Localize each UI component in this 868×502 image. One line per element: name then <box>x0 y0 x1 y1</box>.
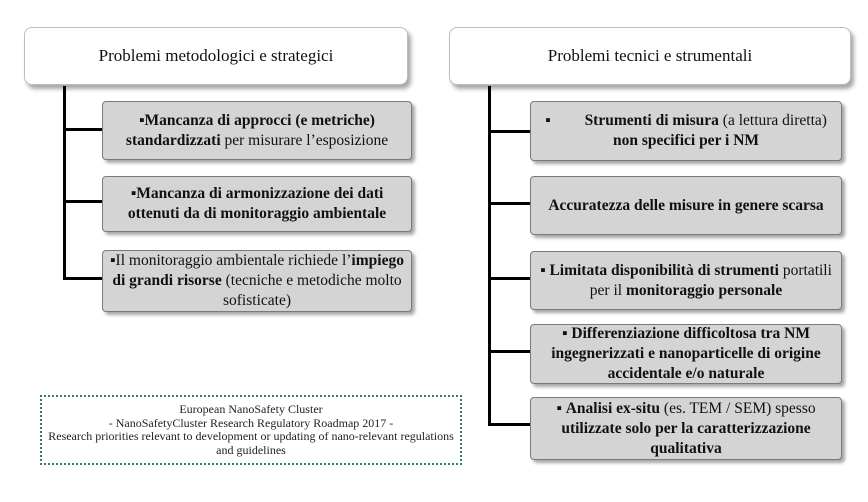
left-connector-1 <box>63 128 103 131</box>
right-item-3-bold-b: monitoraggio personale <box>625 281 783 299</box>
right-connector-vertical <box>488 86 491 424</box>
left-header-title: Problemi metodologici e strategici <box>98 46 334 65</box>
right-header-title: Problemi tecnici e strumentali <box>547 46 753 65</box>
right-item-4 <box>530 324 842 384</box>
left-connector-3 <box>63 277 103 280</box>
right-connector-1 <box>488 130 531 133</box>
left-item-3-bold: impiego di grandi risorse <box>112 252 404 289</box>
left-item-2 <box>102 176 412 232</box>
left-item-3-text-a: Il monitoraggio ambientale richiede l’ <box>115 252 352 269</box>
right-item-2-bold: Accuratezza delle misure in genere scarsa <box>548 196 824 214</box>
left-item-1-text: per misurare l’esposizione <box>220 131 389 149</box>
right-item-4-bold: Differenziazione difficoltosa tra NM ingegnerizzati e nanoparticelle di origine accidentale e/o naturale <box>551 325 821 382</box>
right-item-1-bold-a: Strumenti di misura <box>584 112 719 129</box>
left-item-3 <box>102 250 412 312</box>
right-connector-5 <box>488 423 531 426</box>
right-item-1 <box>530 101 842 161</box>
bullet-marker: ▪ <box>562 325 568 342</box>
source-line-3: Research priorities relevant to development or updating of nano-relevant regulations and guidelines <box>48 429 454 457</box>
right-connector-3 <box>488 277 531 280</box>
right-connector-2 <box>488 202 531 205</box>
right-item-1-bold-b: non specifici per i NM <box>612 132 760 149</box>
left-item-1 <box>102 101 412 160</box>
bullet-marker: ▪ <box>556 399 562 417</box>
right-item-3-text: portatili per il <box>589 261 832 299</box>
left-item-1-bold: Mancanza di approcci (e metriche) standardizzati <box>125 111 375 149</box>
right-item-3-bold-a: Limitata disponibilità di strumenti <box>549 261 779 279</box>
bullet-marker: ▪ <box>540 261 546 279</box>
right-item-5-bold-a: Analisi ex-situ <box>565 399 661 417</box>
right-connector-4 <box>488 350 531 353</box>
bullet-marker: ▪ <box>139 111 145 129</box>
source-citation-box <box>40 395 462 465</box>
right-item-5-bold-b: utilizzate solo per la caratterizzazione qualitativa <box>561 419 811 457</box>
right-item-1-text: (a lettura diretta) <box>718 112 827 129</box>
bullet-marker: ▪ <box>110 252 116 269</box>
bullet-marker: ▪ <box>130 185 137 202</box>
source-line-2: - NanoSafetyCluster Research Regulatory Roadmap 2017 - <box>108 415 394 430</box>
left-connector-vertical <box>63 86 66 279</box>
left-header-box <box>24 27 408 85</box>
bullet-marker: ▪ <box>545 112 551 129</box>
left-connector-2 <box>63 200 103 203</box>
left-item-3-text-b: (tecniche e metodiche molto sofisticate) <box>221 272 402 309</box>
left-item-2-bold: Mancanza di armonizzazione dei dati ottenuti da di monitoraggio ambientale <box>127 185 387 222</box>
right-header-box <box>449 27 851 85</box>
right-item-5 <box>530 397 842 460</box>
right-item-2 <box>530 176 842 235</box>
right-item-5-text: (es. TEM / SEM) spesso <box>660 399 816 417</box>
right-item-3 <box>530 251 842 310</box>
source-line-1: European NanoSafety Cluster <box>179 402 323 416</box>
